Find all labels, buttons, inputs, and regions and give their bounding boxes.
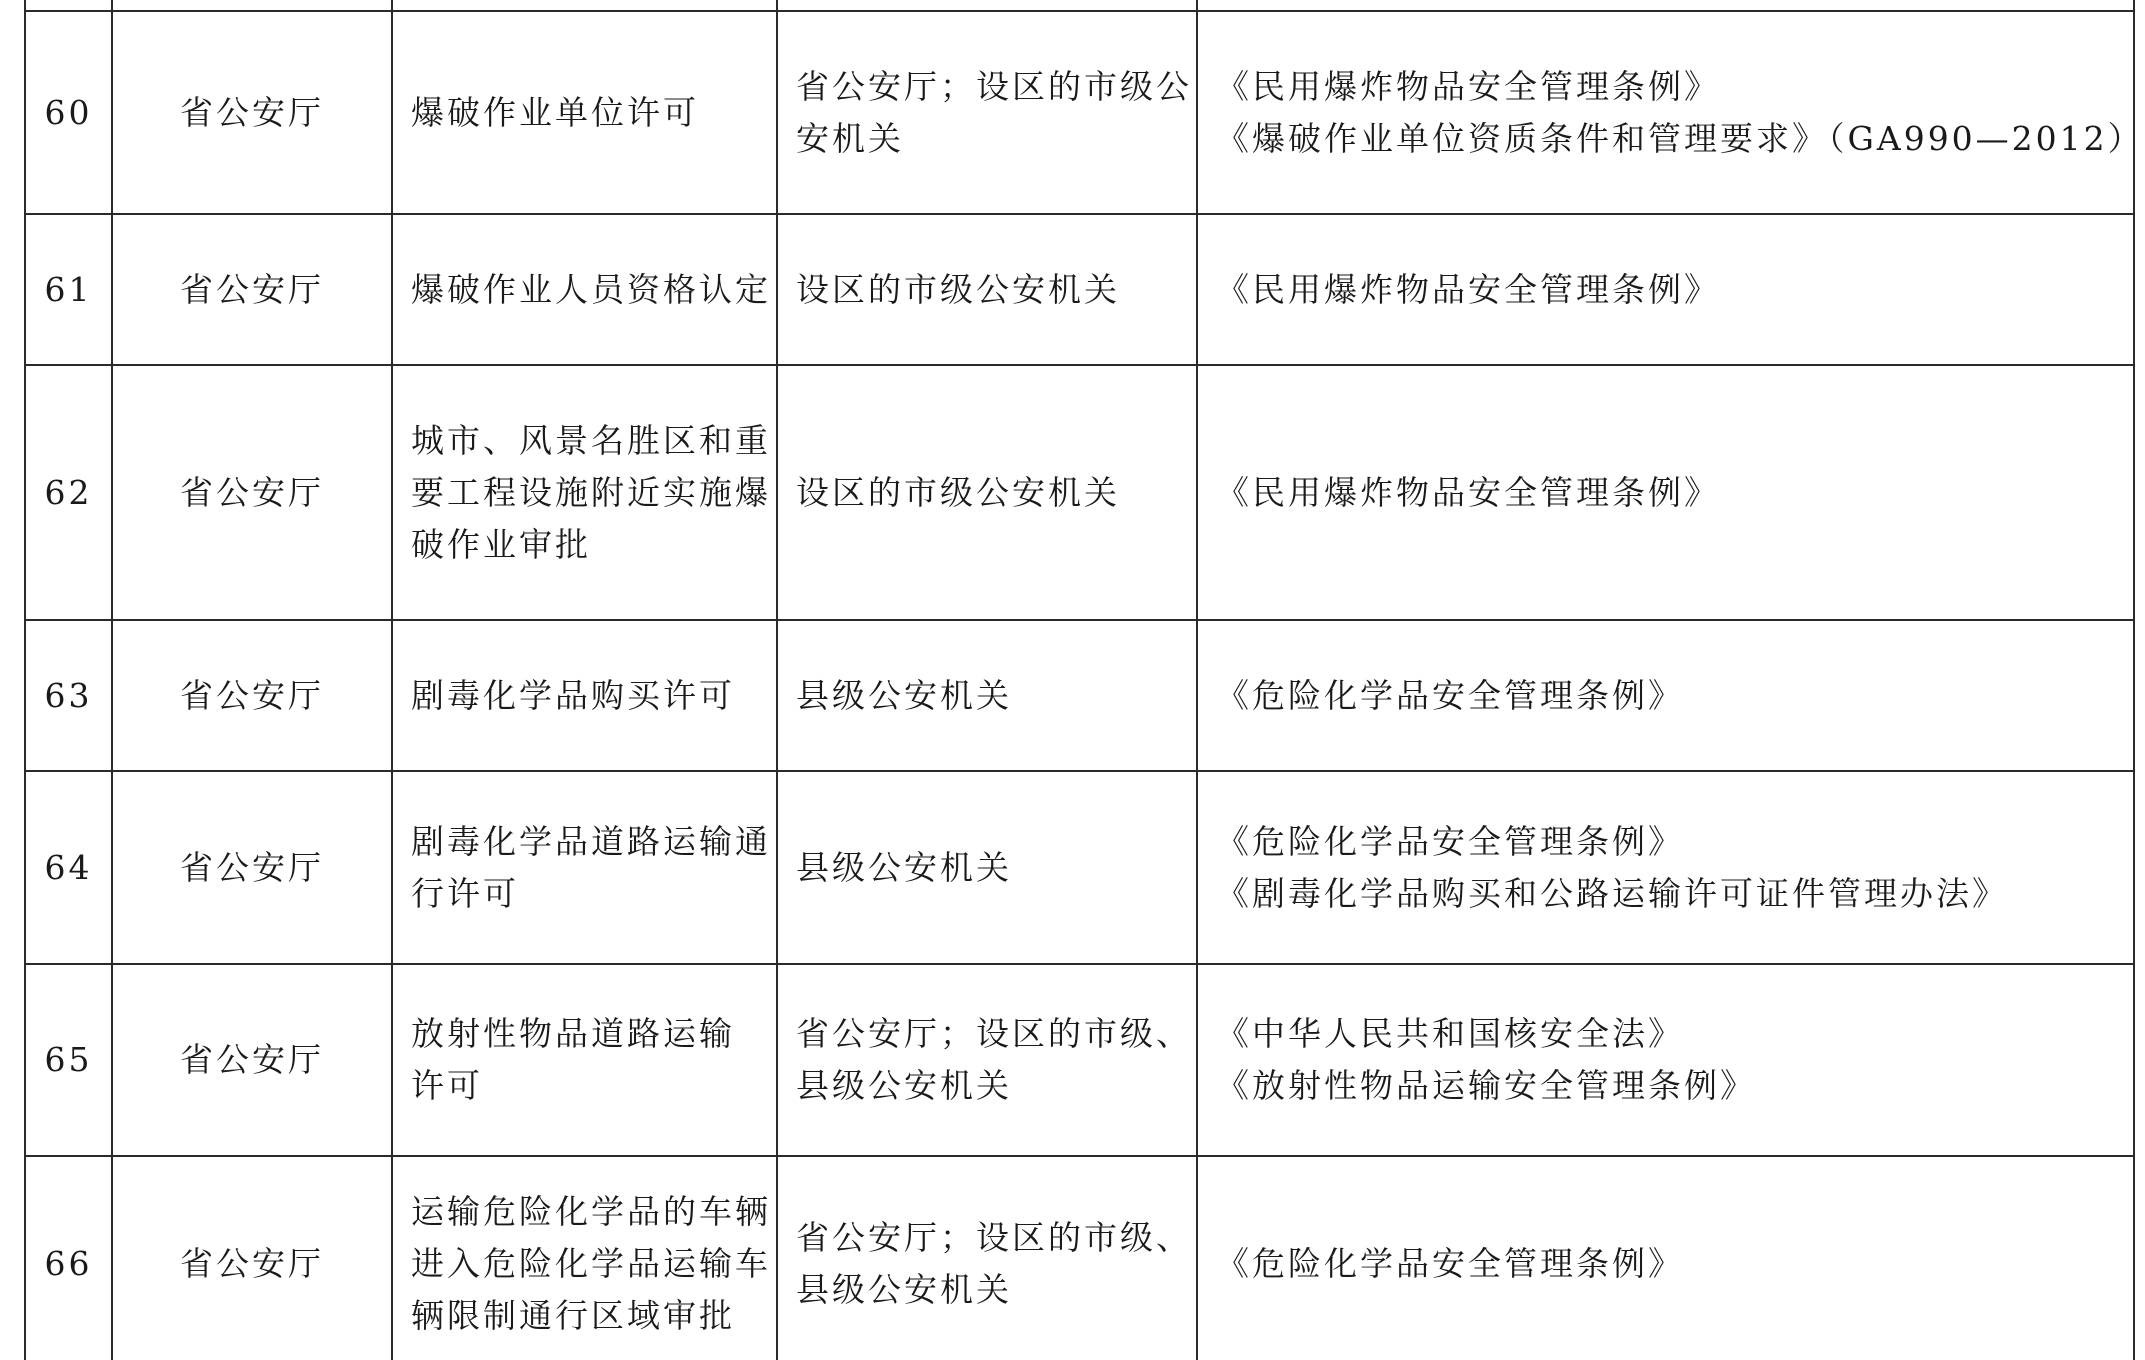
table-row-stub [25, 0, 2134, 11]
stub-cell [392, 0, 777, 11]
legal-basis-line: 《民用爆炸物品安全管理条例》 [1216, 269, 1720, 309]
legal-basis-line: 《爆破作业单位资质条件和管理要求》（GA990—2012） [1216, 118, 2144, 158]
item-name-line: 要工程设施附近实施爆 [411, 472, 771, 512]
authority-line: 县级公安机关 [796, 1066, 1012, 1105]
stub-cell [112, 0, 392, 11]
authority-line: 县级公安机关 [796, 847, 1012, 887]
legal-basis-line: 《民用爆炸物品安全管理条例》 [1216, 66, 1720, 106]
item-name-line: 剧毒化学品购买许可 [411, 675, 735, 715]
row-number: 65 [25, 964, 112, 1156]
row-number: 66 [25, 1156, 112, 1360]
row-number: 62 [25, 365, 112, 620]
table-row [25, 365, 2134, 620]
item-name-cell [392, 620, 777, 771]
department-cell: 省公安厅 [112, 365, 392, 620]
item-name-line: 爆破作业人员资格认定 [411, 269, 771, 309]
authority-cell [777, 964, 1197, 1156]
legal-basis-cell [1197, 620, 2134, 771]
authority-line: 省公安厅；设区的市级、 [796, 1217, 1192, 1257]
item-name-cell [392, 964, 777, 1156]
legal-basis-line: 《危险化学品安全管理条例》 [1216, 1243, 1684, 1283]
legal-basis-line: 《民用爆炸物品安全管理条例》 [1216, 472, 1720, 512]
authority-line: 安机关 [796, 118, 904, 158]
table-row [25, 11, 2134, 214]
authority-line: 县级公安机关 [796, 1269, 1012, 1309]
authority-cell [777, 1156, 1197, 1360]
legal-basis-cell [1197, 1156, 2134, 1360]
legal-basis-line: 《放射性物品运输安全管理条例》 [1216, 1066, 1756, 1105]
legal-basis-line: 《危险化学品安全管理条例》 [1216, 821, 1684, 861]
item-name-line: 破作业审批 [411, 524, 591, 564]
authority-cell [777, 214, 1197, 365]
stub-cell [25, 0, 112, 11]
item-name-line: 行许可 [411, 873, 519, 913]
stub-cell [1197, 0, 2134, 11]
department-cell: 省公安厅 [112, 964, 392, 1156]
table-row [25, 771, 2134, 964]
item-name-cell [392, 1156, 777, 1360]
row-number: 64 [25, 771, 112, 964]
authority-line: 县级公安机关 [796, 675, 1012, 715]
authority-line: 省公安厅；设区的市级公 [796, 66, 1192, 106]
item-name-line: 剧毒化学品道路运输通 [411, 821, 771, 861]
row-number: 63 [25, 620, 112, 771]
legal-basis-line: 《中华人民共和国核安全法》 [1216, 1014, 1684, 1053]
item-name-cell [392, 11, 777, 214]
stub-cell [777, 0, 1197, 11]
department-cell: 省公安厅 [112, 1156, 392, 1360]
authority-line: 设区的市级公安机关 [796, 269, 1120, 309]
table-row [25, 620, 2134, 771]
item-name-line: 运输危险化学品的车辆 [411, 1191, 771, 1231]
department-cell: 省公安厅 [112, 11, 392, 214]
authority-cell [777, 771, 1197, 964]
item-name-line: 辆限制通行区域审批 [411, 1295, 735, 1335]
item-name-line: 爆破作业单位许可 [411, 92, 699, 132]
authority-line: 省公安厅；设区的市级、 [796, 1014, 1192, 1053]
row-number: 60 [25, 11, 112, 214]
authority-line: 设区的市级公安机关 [796, 472, 1120, 512]
item-name-line: 放射性物品道路运输 [411, 1014, 735, 1053]
authority-cell [777, 365, 1197, 620]
authority-cell [777, 620, 1197, 771]
table-row [25, 964, 2134, 1156]
table-row [25, 214, 2134, 365]
legal-basis-cell [1197, 771, 2134, 964]
legal-basis-cell [1197, 11, 2144, 214]
department-cell: 省公安厅 [112, 620, 392, 771]
item-name-cell [392, 365, 777, 620]
row-number: 61 [25, 214, 112, 365]
item-name-line: 城市、风景名胜区和重 [411, 420, 771, 460]
item-name-cell [392, 771, 777, 964]
legal-basis-line: 《危险化学品安全管理条例》 [1216, 675, 1684, 715]
legal-basis-line: 《剧毒化学品购买和公路运输许可证件管理办法》 [1216, 873, 2008, 913]
licensing-items-table [24, 0, 2144, 1360]
legal-basis-cell [1197, 214, 2134, 365]
item-name-cell [392, 214, 777, 365]
authority-cell [777, 11, 1197, 214]
table-row [25, 1156, 2134, 1360]
legal-basis-cell [1197, 964, 2134, 1156]
item-name-line: 许可 [411, 1066, 483, 1105]
item-name-line: 进入危险化学品运输车 [411, 1243, 771, 1283]
legal-basis-cell [1197, 365, 2134, 620]
department-cell: 省公安厅 [112, 771, 392, 964]
department-cell: 省公安厅 [112, 214, 392, 365]
